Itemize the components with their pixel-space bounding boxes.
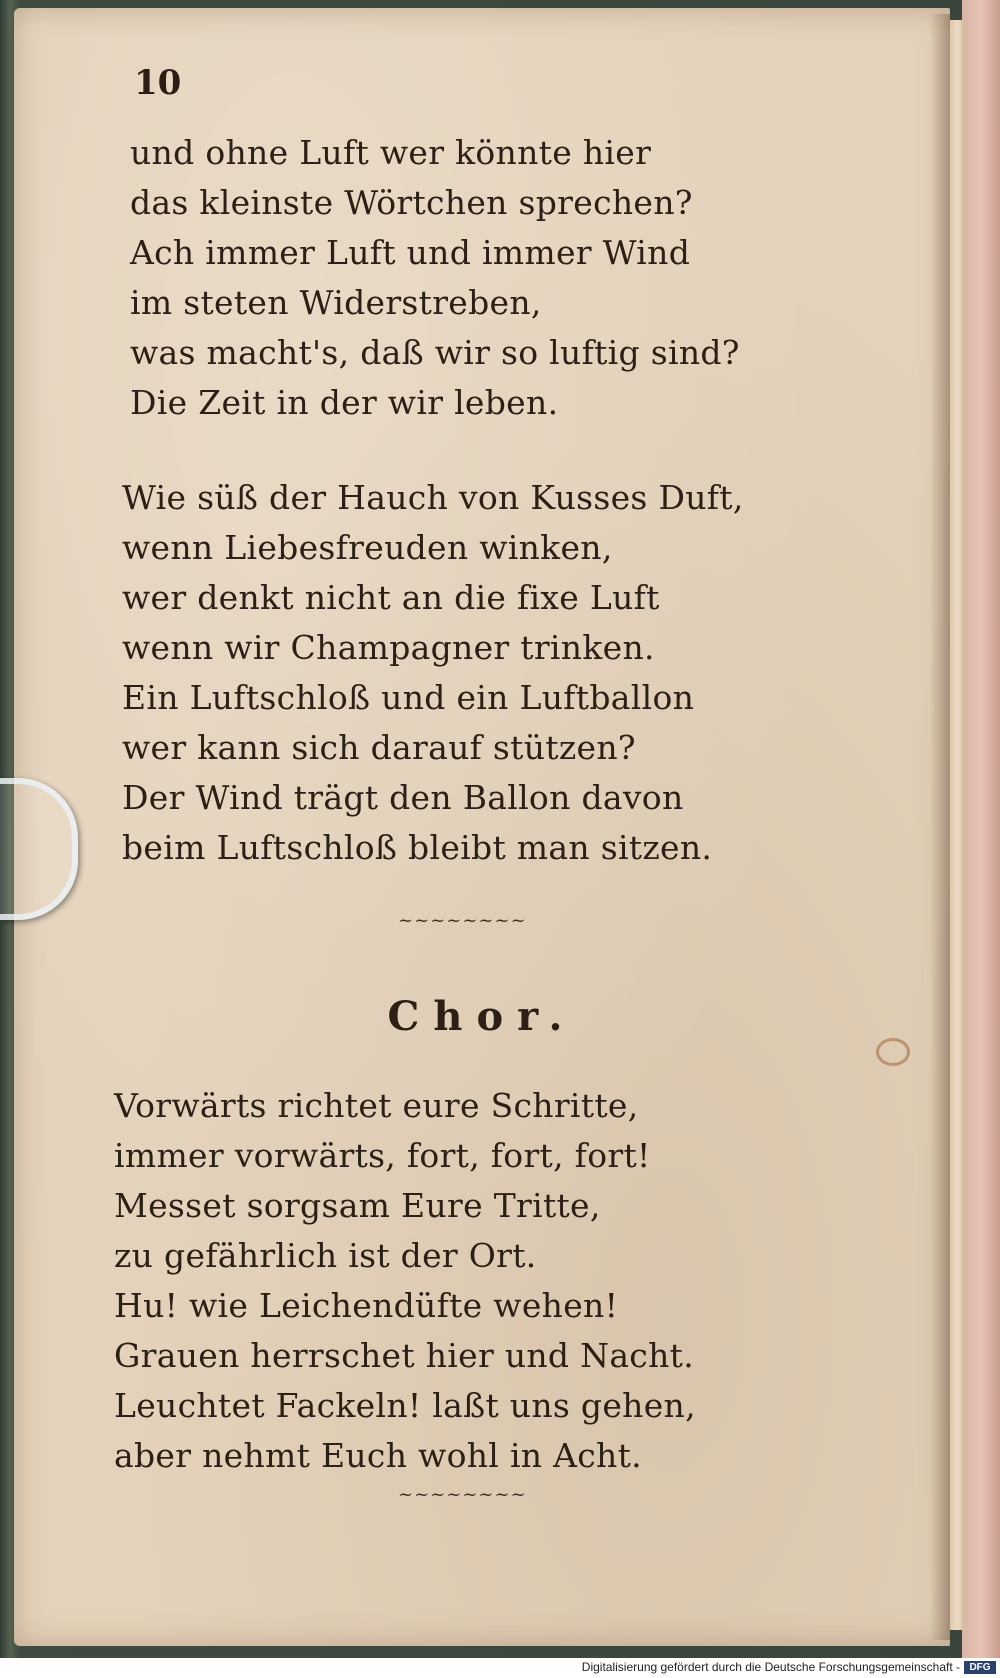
verse-line: Ach immer Luft und immer Wind (130, 233, 691, 272)
dfg-logo: DFG (964, 1661, 996, 1674)
verse-line: und ohne Luft wer könnte hier (130, 133, 652, 172)
gutter-shadow (930, 14, 950, 1640)
section-heading: Chor. (387, 993, 577, 1040)
verse-line: Vorwärts richtet eure Schritte, (114, 1086, 639, 1125)
page-number: 10 (134, 63, 182, 103)
verse-line: beim Luftschloß bleibt man sitzen. (122, 828, 713, 867)
verse-line: das kleinste Wörtchen sprechen? (130, 183, 693, 222)
verse-line: wer denkt nicht an die fixe Luft (122, 578, 660, 617)
verse-line: Der Wind trägt den Ballon davon (122, 778, 684, 817)
verse-line: was macht's, daß wir so luftig sind? (130, 333, 740, 372)
verse-line: Ein Luftschloß und ein Luftballon (122, 678, 695, 717)
paper-stain (876, 1038, 910, 1066)
stanza-2 (122, 473, 744, 873)
footer-credit: Digitalisierung gefördert durch die Deutsche Forschungsgemeinschaft - (581, 1660, 960, 1674)
book-page (14, 8, 950, 1646)
facing-page-edge (962, 0, 1000, 1658)
verse-line: immer vorwärts, fort, fort, fort! (114, 1136, 651, 1175)
verse-line: wenn wir Champagner trinken. (122, 628, 655, 667)
stanza-3 (114, 1081, 696, 1481)
footer-bar (0, 1658, 1000, 1678)
verse-line: im steten Widerstreben, (130, 283, 542, 322)
verse-line: Leuchtet Fackeln! laßt uns gehen, (114, 1386, 696, 1425)
verse-line: Messet sorgsam Eure Tritte, (114, 1186, 601, 1225)
verse-line: Wie süß der Hauch von Kusses Duft, (122, 478, 744, 517)
verse-line: Grauen herrschet hier und Nacht. (114, 1336, 694, 1375)
verse-line: zu gefährlich ist der Ort. (114, 1236, 537, 1275)
verse-line: wenn Liebesfreuden winken, (122, 528, 613, 567)
ornament-divider: ~~~~~~~~ (398, 1484, 527, 1505)
ornament-divider: ~~~~~~~~ (398, 910, 527, 931)
verse-line: wer kann sich darauf stützen? (122, 728, 636, 767)
stanza-1 (130, 128, 740, 428)
verse-line: Hu! wie Leichendüfte wehen! (114, 1286, 619, 1325)
verse-line: Die Zeit in der wir leben. (130, 383, 559, 422)
verse-line: aber nehmt Euch wohl in Acht. (114, 1436, 642, 1475)
